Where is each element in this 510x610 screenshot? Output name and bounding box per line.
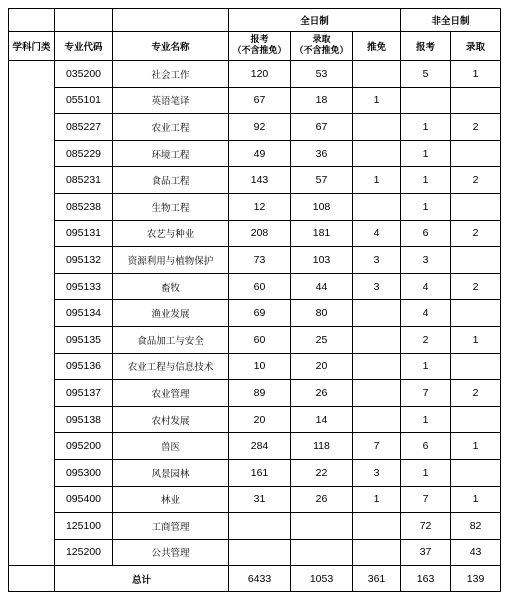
ft-apply-cell	[229, 539, 291, 566]
ft-recommend-cell	[353, 326, 401, 353]
pt-admit-cell: 2	[451, 380, 501, 407]
header-category: 学科门类	[9, 32, 55, 61]
code-cell: 095132	[55, 247, 113, 274]
pt-admit-cell: 2	[451, 220, 501, 247]
ft-admit-cell: 20	[291, 353, 353, 380]
ft-apply-cell: 31	[229, 486, 291, 513]
pt-apply-cell: 1	[401, 167, 451, 194]
pt-apply-cell: 72	[401, 513, 451, 540]
ft-recommend-cell: 3	[353, 273, 401, 300]
header-blank-1	[9, 9, 55, 32]
table-row	[9, 220, 501, 247]
total-pt-apply: 163	[401, 566, 451, 592]
name-cell: 生物工程	[113, 193, 229, 220]
ft-admit-cell: 26	[291, 486, 353, 513]
code-cell: 095138	[55, 406, 113, 433]
pt-admit-cell: 2	[451, 273, 501, 300]
ft-apply-cell: 284	[229, 433, 291, 460]
total-row	[9, 566, 501, 592]
name-cell: 工商管理	[113, 513, 229, 540]
ft-recommend-cell: 1	[353, 167, 401, 194]
pt-apply-cell: 6	[401, 220, 451, 247]
pt-admit-cell: 43	[451, 539, 501, 566]
pt-apply-cell: 4	[401, 273, 451, 300]
name-cell: 农业工程与信息技术	[113, 353, 229, 380]
ft-apply-cell	[229, 513, 291, 540]
pt-admit-cell: 1	[451, 486, 501, 513]
header-row-2	[9, 32, 501, 61]
table-row	[9, 433, 501, 460]
pt-admit-cell	[451, 193, 501, 220]
table-row	[9, 353, 501, 380]
ft-recommend-cell: 4	[353, 220, 401, 247]
ft-apply-cell: 89	[229, 380, 291, 407]
ft-recommend-cell: 3	[353, 459, 401, 486]
header-ft-apply-label: 报考	[250, 35, 269, 45]
ft-recommend-cell: 1	[353, 87, 401, 114]
pt-apply-cell: 1	[401, 353, 451, 380]
code-cell: 095137	[55, 380, 113, 407]
name-cell: 公共管理	[113, 539, 229, 566]
name-cell: 食品加工与安全	[113, 326, 229, 353]
table-row	[9, 140, 501, 167]
name-cell: 农村发展	[113, 406, 229, 433]
ft-admit-cell: 14	[291, 406, 353, 433]
pt-admit-cell	[451, 459, 501, 486]
pt-apply-cell: 1	[401, 193, 451, 220]
ft-apply-cell: 161	[229, 459, 291, 486]
code-cell: 095133	[55, 273, 113, 300]
pt-apply-cell: 4	[401, 300, 451, 327]
code-cell: 095134	[55, 300, 113, 327]
table-row	[9, 114, 501, 141]
name-cell: 英语笔译	[113, 87, 229, 114]
header-pt-admit: 录取	[451, 32, 501, 61]
header-ft-apply-note: （不含推免）	[232, 46, 287, 56]
name-cell: 渔业发展	[113, 300, 229, 327]
ft-admit-cell: 44	[291, 273, 353, 300]
pt-admit-cell: 1	[451, 326, 501, 353]
ft-recommend-cell	[353, 114, 401, 141]
header-ft-apply	[229, 32, 291, 61]
ft-admit-cell: 118	[291, 433, 353, 460]
ft-recommend-cell	[353, 300, 401, 327]
pt-admit-cell: 1	[451, 433, 501, 460]
table-row	[9, 167, 501, 194]
code-cell: 055101	[55, 87, 113, 114]
table-row	[9, 406, 501, 433]
ft-apply-cell: 208	[229, 220, 291, 247]
pt-apply-cell: 3	[401, 247, 451, 274]
pt-apply-cell: 6	[401, 433, 451, 460]
ft-recommend-cell: 1	[353, 486, 401, 513]
ft-apply-cell: 60	[229, 326, 291, 353]
ft-admit-cell	[291, 539, 353, 566]
name-cell: 兽医	[113, 433, 229, 460]
pt-admit-cell	[451, 140, 501, 167]
name-cell: 风景园林	[113, 459, 229, 486]
table-row	[9, 380, 501, 407]
ft-apply-cell: 73	[229, 247, 291, 274]
ft-admit-cell: 25	[291, 326, 353, 353]
table-row	[9, 61, 501, 88]
table-row	[9, 539, 501, 566]
ft-admit-cell: 22	[291, 459, 353, 486]
header-blank-2	[55, 9, 113, 32]
ft-admit-cell: 36	[291, 140, 353, 167]
name-cell: 农业工程	[113, 114, 229, 141]
ft-apply-cell: 20	[229, 406, 291, 433]
name-cell: 食品工程	[113, 167, 229, 194]
ft-admit-cell: 26	[291, 380, 353, 407]
header-ft-admit	[291, 32, 353, 61]
table-row	[9, 193, 501, 220]
ft-admit-cell: 18	[291, 87, 353, 114]
code-cell: 125200	[55, 539, 113, 566]
pt-apply-cell: 7	[401, 486, 451, 513]
name-cell: 林业	[113, 486, 229, 513]
code-cell: 085231	[55, 167, 113, 194]
ft-recommend-cell	[353, 353, 401, 380]
table-row	[9, 326, 501, 353]
header-fulltime: 全日制	[229, 9, 401, 32]
code-cell: 095300	[55, 459, 113, 486]
pt-apply-cell: 1	[401, 459, 451, 486]
ft-apply-cell: 143	[229, 167, 291, 194]
pt-admit-cell	[451, 353, 501, 380]
pt-admit-cell: 2	[451, 167, 501, 194]
header-blank-3	[113, 9, 229, 32]
code-cell: 085227	[55, 114, 113, 141]
pt-apply-cell: 5	[401, 61, 451, 88]
table-row	[9, 247, 501, 274]
ft-recommend-cell	[353, 61, 401, 88]
ft-apply-cell: 69	[229, 300, 291, 327]
code-cell: 085238	[55, 193, 113, 220]
name-cell: 环境工程	[113, 140, 229, 167]
total-ft-recommend: 361	[353, 566, 401, 592]
ft-recommend-cell	[353, 539, 401, 566]
header-name: 专业名称	[113, 32, 229, 61]
ft-admit-cell: 57	[291, 167, 353, 194]
name-cell: 社会工作	[113, 61, 229, 88]
pt-apply-cell	[401, 87, 451, 114]
admission-table	[8, 8, 501, 592]
ft-admit-cell: 53	[291, 61, 353, 88]
pt-admit-cell	[451, 406, 501, 433]
table-row	[9, 486, 501, 513]
table-row	[9, 513, 501, 540]
ft-apply-cell: 92	[229, 114, 291, 141]
total-blank-cell	[9, 566, 55, 592]
pt-apply-cell: 1	[401, 114, 451, 141]
code-cell: 085229	[55, 140, 113, 167]
table-row	[9, 459, 501, 486]
ft-recommend-cell	[353, 513, 401, 540]
ft-recommend-cell: 3	[353, 247, 401, 274]
ft-recommend-cell	[353, 380, 401, 407]
total-ft-apply: 6433	[229, 566, 291, 592]
ft-admit-cell: 80	[291, 300, 353, 327]
ft-apply-cell: 10	[229, 353, 291, 380]
pt-admit-cell	[451, 300, 501, 327]
pt-admit-cell	[451, 87, 501, 114]
pt-apply-cell: 37	[401, 539, 451, 566]
ft-admit-cell: 67	[291, 114, 353, 141]
pt-apply-cell: 1	[401, 406, 451, 433]
pt-admit-cell: 2	[451, 114, 501, 141]
code-cell: 095136	[55, 353, 113, 380]
pt-apply-cell: 1	[401, 140, 451, 167]
header-row-1	[9, 9, 501, 32]
ft-recommend-cell: 7	[353, 433, 401, 460]
ft-apply-cell: 120	[229, 61, 291, 88]
name-cell: 农业管理	[113, 380, 229, 407]
admission-table-container	[8, 8, 501, 592]
header-ft-recommend: 推免	[353, 32, 401, 61]
ft-admit-cell: 103	[291, 247, 353, 274]
total-label: 总计	[55, 566, 229, 592]
ft-apply-cell: 12	[229, 193, 291, 220]
header-parttime: 非全日制	[401, 9, 501, 32]
name-cell: 农艺与种业	[113, 220, 229, 247]
ft-apply-cell: 67	[229, 87, 291, 114]
header-ft-admit-note: （不含推免）	[294, 46, 349, 56]
ft-apply-cell: 60	[229, 273, 291, 300]
total-ft-admit: 1053	[291, 566, 353, 592]
total-pt-admit: 139	[451, 566, 501, 592]
category-cell	[9, 61, 55, 566]
code-cell: 035200	[55, 61, 113, 88]
pt-admit-cell: 82	[451, 513, 501, 540]
table-row	[9, 300, 501, 327]
pt-admit-cell: 1	[451, 61, 501, 88]
ft-recommend-cell	[353, 140, 401, 167]
name-cell: 畜牧	[113, 273, 229, 300]
name-cell: 资源利用与植物保护	[113, 247, 229, 274]
header-pt-apply: 报考	[401, 32, 451, 61]
table-row	[9, 273, 501, 300]
pt-apply-cell: 7	[401, 380, 451, 407]
pt-admit-cell	[451, 247, 501, 274]
ft-recommend-cell	[353, 193, 401, 220]
code-cell: 095400	[55, 486, 113, 513]
code-cell: 095135	[55, 326, 113, 353]
ft-admit-cell: 108	[291, 193, 353, 220]
pt-apply-cell: 2	[401, 326, 451, 353]
ft-admit-cell	[291, 513, 353, 540]
code-cell: 095200	[55, 433, 113, 460]
ft-admit-cell: 181	[291, 220, 353, 247]
table-row	[9, 87, 501, 114]
code-cell: 095131	[55, 220, 113, 247]
code-cell: 125100	[55, 513, 113, 540]
ft-recommend-cell	[353, 406, 401, 433]
header-ft-admit-label: 录取	[312, 35, 331, 45]
header-code: 专业代码	[55, 32, 113, 61]
ft-apply-cell: 49	[229, 140, 291, 167]
